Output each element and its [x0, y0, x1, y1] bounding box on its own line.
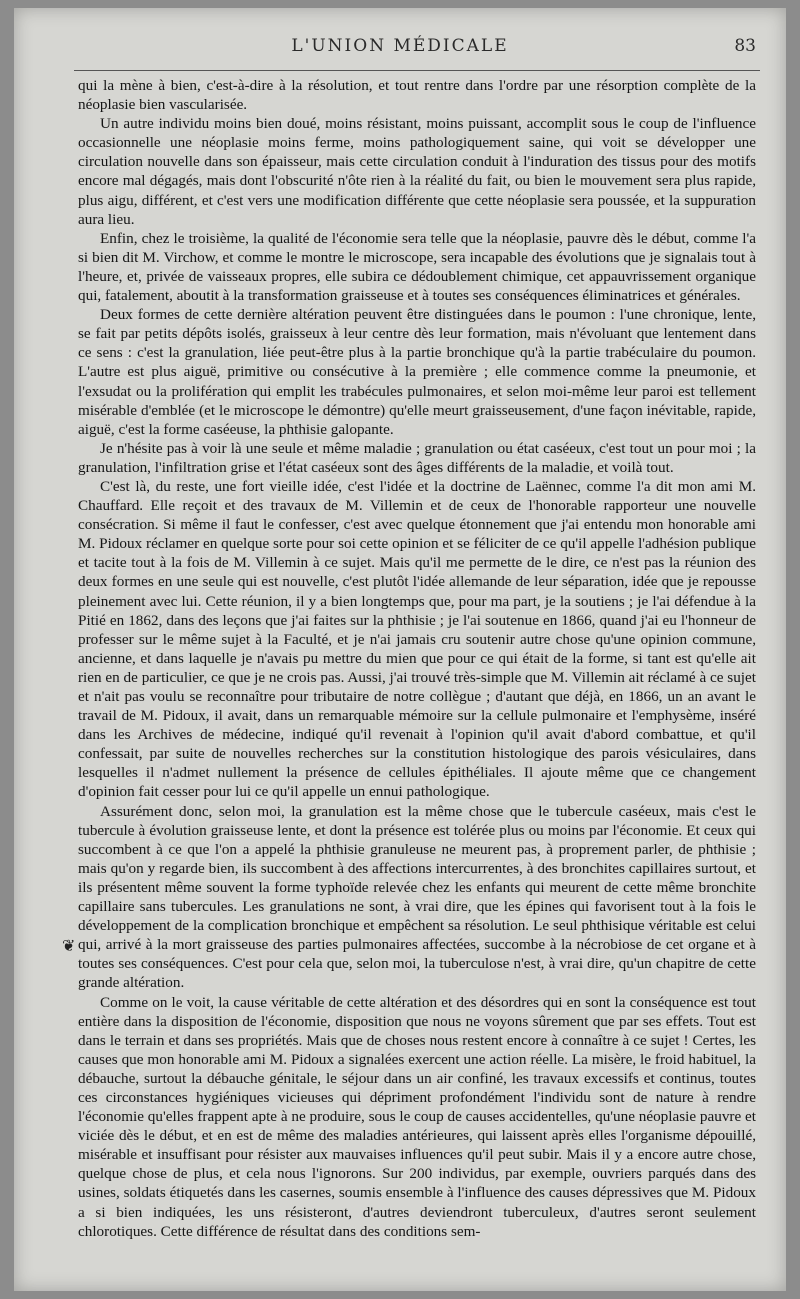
paragraph-3: Enfin, chez le troisième, la qualité de l'économie sera telle que la néoplasie, pauvre dès le début, comme l'a si bien dit M. Virchow, et comme le montre le microscope, sera incapable des évolutions que je signalais tout à l'heure, et, privée de vaisseaux propres, elle subira ce dédoublement chimique, cet appauvrissement organique qui, fatalement, aboutit à la transformation graisseuse et à toutes ses conséquences éliminatrices et générales. — [78, 229, 756, 305]
paragraph-2: Un autre individu moins bien doué, moins résistant, moins puissant, accomplit sous le coup de l'influence occasionnelle une néoplasie moins ferme, moins pathologiquement saine, qui voit se développer une circulation nouvelle dans son épaisseur, mais cette circulation conduit à l'induration des tissus pour des motifs encore mal dégagés, mais dont l'obscurité n'ôte rien à la réalité du fait, ou bien le mouvement sera plus rapide, plus aigu, différent, et c'est vers une modification différente que cette néoplasie sera poussée, et la suppuration aura lieu. — [78, 115, 756, 228]
paragraph-4: Deux formes de cette dernière altération peuvent être distinguées dans le poumon : l'une chronique, lente, se fait par petits dépôts isolés, graisseux à leur centre dès leur formation, mais n'évoluant que lentement dans ce sens : c'est la granulation, liée peut-être plus à la partie bronchique qu'à la partie trabéculaire du poumon. L'autre est plus aiguë, primitive ou consécutive à la première ; elle commence comme la pneumonie, et l'exsudat ou la prolifération qui emplit les trabécules pulmonaires, et selon moi-même leur paroi est tellement misérable d'emblée (et le microscope le démontre) qu'elle meurt graisseusement, d'une façon inévitable, rapide, aiguë, c'est la forme caséeuse, la phthisie galopante. — [78, 306, 756, 438]
article-body — [78, 76, 756, 1241]
paragraph-8: Comme on le voit, la cause véritable de cette altération et des désordres qui en sont la conséquence est tout entière dans la disposition de l'économie, disposition que nous ne voyons sûrement que par ses effets. Tout est dans le terrain et dans ses propriétés. Mais que de choses nous restent encore à connaître à ce sujet ! Certes, les causes que mon honorable ami M. Pidoux a signalées exercent une action réelle. La misère, le froid habituel, la débauche, surtout la débauche génitale, le séjour dans un air confiné, les travaux excessifs et continus, toutes ces circonstances hygiéniques vicieuses qui dépriment profondément l'individu sont de nature à rendre l'économie qu'elles frappent apte à ne produire, sous le coup de causes accidentelles, qu'une néoplasie pauvre et viciée dès le début, et en est de même des maladies antérieures, qui laissent après elles l'organisme dépouillé, misérable et insuffisant pour résister aux mauvaises influences qu'il peut subir. Mais il y a encore autre chose, quelque chose de plus, et cela nous l'ignorons. Sur 200 individus, par exemple, ouvriers parqués dans des usines, soldats étiquetés dans les casernes, soumis ensemble à l'influence des causes dépressives que M. Pidoux a si bien indiquées, les uns résisteront, d'autres deviendront tuberculeux, d'autres seront seulement chlorotiques. Cette différence de résultat dans des conditions sem- — [78, 993, 756, 1240]
page-header — [14, 36, 786, 60]
newspaper-page — [14, 8, 786, 1291]
page-number: 83 — [734, 36, 756, 56]
header-rule — [74, 70, 760, 71]
paragraph-6: C'est là, du reste, une fort vieille idée, c'est l'idée et la doctrine de Laënnec, comme l'a dit mon ami M. Chauffard. Elle reçoit et des travaux de M. Villemin et de ceux de l'honorable rapporteur une nouvelle consécration. Si même il faut le confesser, c'est avec quelque étonnement que j'ai entendu mon honorable ami M. Pidoux réclamer en quelque sorte pour soi cette opinion et se féliciter de ce qu'il appelle l'adhésion publique et tacite tout à la fois de M. Villemin à ce sujet. Mais qu'il me permette de le dire, ce n'est pas la réunion des deux formes en une seule qui est nouvelle, c'est plutôt l'idée allemande de leur séparation, idée que je repousse pleinement avec lui. Cette réunion, il y a bien longtemps que, pour ma part, je la soutiens ; je l'ai défendue à la Pitié en 1862, dans des leçons que j'ai faites sur la phthisie ; je l'ai soutenue en 1866, quand j'ai eu l'honneur de professer sur le même sujet à la Faculté, et je n'ai jamais cru soutenir autre chose qu'une opinion commune, ancienne, et dans laquelle je n'avais pu mettre du mien que pour ce qui était de la forme, si tant est qu'elle ait rien en de particulier, ce que je ne crois pas. Aussi, j'ai trouvé très-simple que M. Villemin ait réclamé à ce sujet et n'ait pas voulu se reconnaître pour tributaire de notre collègue ; d'autant que déjà, en 1866, un an avant le travail de M. Pidoux, il avait, dans un remarquable mémoire sur la cellule pulmonaire et l'emphysème, inséré dans les Archives de médecine, indiqué qu'il revenait à l'opinion qu'il avait d'abord combattue, et qu'il confessait, par suite de nouvelles recherches sur la constitution histologique des parois vésiculaires, dans lesquelles il n'admet nullement la présence de cellules épithéliales. Il ajoute même que ce changement d'opinion fait cesser pour lui ce qu'il appelle un ennui pathologique. — [78, 477, 756, 801]
margin-mark: ❦ — [62, 936, 76, 955]
paragraph-5: Je n'hésite pas à voir là une seule et même maladie ; granulation ou état caséeux, c'est tout un pour moi ; la granulation, l'infiltration grise et l'état caséeux sont des âges différents de la maladie, et voilà tout. — [78, 439, 756, 476]
paragraph-1: qui la mène à bien, c'est-à-dire à la résolution, et tout rentre dans l'ordre par une résorption complète de la néoplasie bien vascularisée. — [78, 77, 756, 114]
running-title: L'UNION MÉDICALE — [291, 36, 509, 56]
paragraph-7: Assurément donc, selon moi, la granulation est la même chose que le tubercule caséeux, mais c'est le tubercule à évolution graisseuse lente, et dont la présence est tolérée plus ou moins par l'économie. Et ceux qui succombent à ce que l'on a appelé la phthisie granuleuse ne meurent pas, à proprement parler, de phthisie ; mais qu'on y regarde bien, ils succombent à des affections intercurrentes, à des bronchites capillaires surtout, et ils présentent même souvent la forme typhoïde relevée chez les enfants qui meurent de cette même bronchite capillaire sans tubercules. Les granulations ne sont, à vrai dire, que les épines qui favorisent tout à la fois le développement de la complication bronchique et empêchent sa résolution. Le seul phthisique véritable est celui qui, arrivé à la mort graisseuse des parties pulmonaires affectées, succombe à la nécrobiose de cet organe et à toutes ses conséquences. C'est pour cela que, selon moi, la tuberculose n'est, à vrai dire, qu'un chapitre de cette grande altération. — [78, 802, 756, 992]
